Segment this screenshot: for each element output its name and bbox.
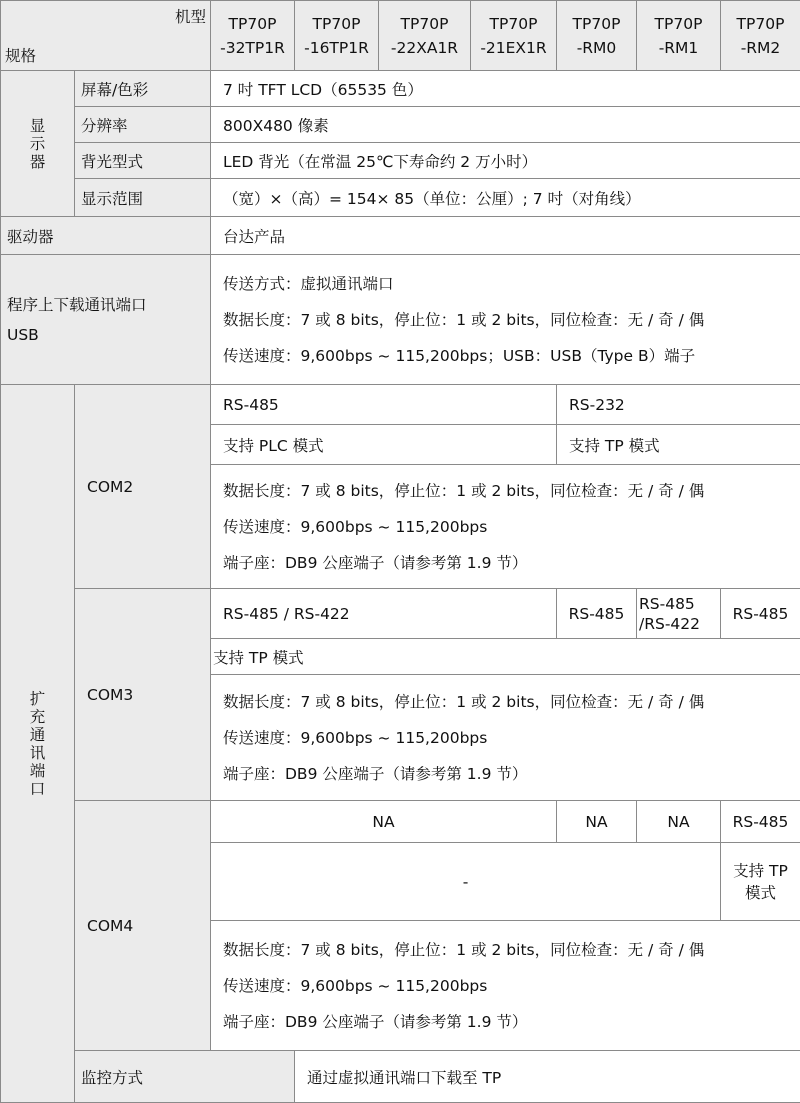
driver-row <box>1 217 800 255</box>
model-header: TP70P -RM2 <box>721 1 800 71</box>
com3-iface-b: RS-485 <box>557 589 637 639</box>
com3-iface-d: RS-485 <box>721 589 800 639</box>
com2-label: COM2 <box>75 385 211 589</box>
driver-value: 台达产品 <box>211 217 800 255</box>
display-row <box>1 143 800 179</box>
driver-label: 驱动器 <box>1 217 211 255</box>
com4-iface-row <box>1 801 800 843</box>
display-row-label: 显示范围 <box>75 179 211 217</box>
header-row <box>1 1 800 71</box>
monitor-label: 监控方式 <box>75 1051 295 1103</box>
usb-row <box>1 255 800 385</box>
display-row-label: 分辨率 <box>75 107 211 143</box>
monitor-row <box>1 1051 800 1103</box>
display-row-label: 屏幕/色彩 <box>75 71 211 107</box>
model-label: 机型 <box>174 8 206 26</box>
model-header: TP70P -RM0 <box>557 1 637 71</box>
com3-mode: 支持 TP 模式 <box>211 639 800 675</box>
com3-label: COM3 <box>75 589 211 801</box>
model-header: TP70P -32TP1R <box>211 1 295 71</box>
com4-iface-c: NA <box>637 801 721 843</box>
display-row-value: LED 背光（在常温 25℃下寿命约 2 万小时） <box>211 143 800 179</box>
usb-value: 传送方式：虚拟通讯端口 数据长度：7 或 8 bits，停止位：1 或 2 bits，同位检查：无 / 奇 / 偶 传送速度：9,600bps ~ 115,200bps；USB：USB（Type B）端子 <box>211 255 800 385</box>
com4-mode-b: 支持 TP 模式 <box>721 843 800 921</box>
com3-iface-c: RS-485 /RS-422 <box>637 589 721 639</box>
com2-iface-a: RS-485 <box>211 385 557 425</box>
model-header: TP70P -RM1 <box>637 1 721 71</box>
ext-group-label: 扩充通讯端口 <box>1 385 75 1103</box>
spec-label: 规格 <box>5 47 37 65</box>
com4-iface-d: RS-485 <box>721 801 800 843</box>
com2-iface-b: RS-232 <box>557 385 800 425</box>
com4-mode-a: - <box>211 843 721 921</box>
display-group-label: 显示器 <box>1 71 75 217</box>
com4-iface-b: NA <box>557 801 637 843</box>
display-row-value: （宽）×（高）= 154× 85（单位：公厘）; 7 吋（对角线） <box>211 179 800 217</box>
com4-iface-a: NA <box>211 801 557 843</box>
display-row <box>1 71 800 107</box>
com4-params: 数据长度：7 或 8 bits，停止位：1 或 2 bits，同位检查：无 / 奇 / 偶 传送速度：9,600bps ~ 115,200bps 端子座：DB9 公座端子（请参考第 1.9 节） <box>211 921 800 1051</box>
model-header: TP70P -16TP1R <box>295 1 379 71</box>
com2-iface-row <box>1 385 800 425</box>
model-header: TP70P -22XA1R <box>379 1 471 71</box>
header-corner <box>1 1 211 71</box>
display-row <box>1 107 800 143</box>
display-row <box>1 179 800 217</box>
com3-params: 数据长度：7 或 8 bits，停止位：1 或 2 bits，同位检查：无 / 奇 / 偶 传送速度：9,600bps ~ 115,200bps 端子座：DB9 公座端子（请参考第 1.9 节） <box>211 675 800 801</box>
display-row-value: 800X480 像素 <box>211 107 800 143</box>
com3-iface-row <box>1 589 800 639</box>
com2-params: 数据长度：7 或 8 bits，停止位：1 或 2 bits，同位检查：无 / 奇 / 偶 传送速度：9,600bps ~ 115,200bps 端子座：DB9 公座端子（请参考第 1.9 节） <box>211 465 800 589</box>
com3-iface-a: RS-485 / RS-422 <box>211 589 557 639</box>
com2-mode-b: 支持 TP 模式 <box>557 425 800 465</box>
com4-label: COM4 <box>75 801 211 1051</box>
display-row-value: 7 吋 TFT LCD（65535 色） <box>211 71 800 107</box>
model-header: TP70P -21EX1R <box>471 1 557 71</box>
display-row-label: 背光型式 <box>75 143 211 179</box>
com2-mode-a: 支持 PLC 模式 <box>211 425 557 465</box>
usb-label: 程序上下载通讯端口 USB <box>1 255 211 385</box>
monitor-value: 通过虚拟通讯端口下载至 TP <box>295 1051 800 1103</box>
